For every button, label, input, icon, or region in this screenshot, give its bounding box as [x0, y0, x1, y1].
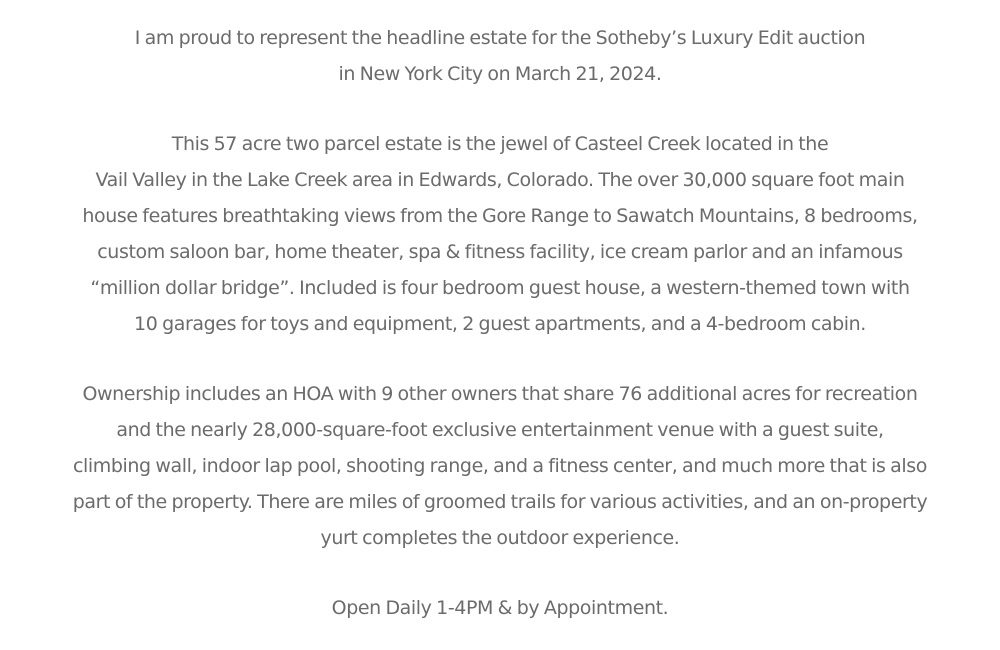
ownership-paragraph — [0, 376, 1000, 556]
ownership-line: climbing wall, indoor lap pool, shooting range, and a fitness center, and much more that is also — [72, 455, 928, 477]
ownership-line: Ownership includes an HOA with 9 other owners that share 76 additional acres for recreation — [82, 383, 918, 405]
description-line: custom saloon bar, home theater, spa & fitness facility, ice cream parlor and an infamous — [97, 241, 903, 263]
ownership-line: yurt completes the outdoor experience. — [320, 527, 680, 549]
hours-paragraph — [0, 590, 1000, 626]
description-line: 10 garages for toys and equipment, 2 guest apartments, and a 4-bedroom cabin. — [134, 313, 866, 335]
description-line: “million dollar bridge”. Included is four bedroom guest house, a western-themed town with — [90, 277, 910, 299]
intro-line: I am proud to represent the headline estate for the Sotheby’s Luxury Edit auction — [134, 27, 866, 49]
intro-line: in New York City on March 21, 2024. — [338, 63, 662, 85]
description-line: Vail Valley in the Lake Creek area in Edwards, Colorado. The over 30,000 square foot main — [95, 169, 905, 191]
estate-description-paragraph — [0, 126, 1000, 342]
ownership-line: part of the property. There are miles of groomed trails for various activities, and an on-property — [72, 491, 928, 513]
description-line: house features breathtaking views from the Gore Range to Sawatch Mountains, 8 bedrooms, — [82, 205, 918, 227]
open-hours-text: Open Daily 1-4PM & by Appointment. — [331, 597, 669, 619]
ownership-line: and the nearly 28,000-square-foot exclusive entertainment venue with a guest suite, — [116, 419, 884, 441]
intro-paragraph — [0, 20, 1000, 92]
description-line: This 57 acre two parcel estate is the jewel of Casteel Creek located in the — [171, 133, 829, 155]
